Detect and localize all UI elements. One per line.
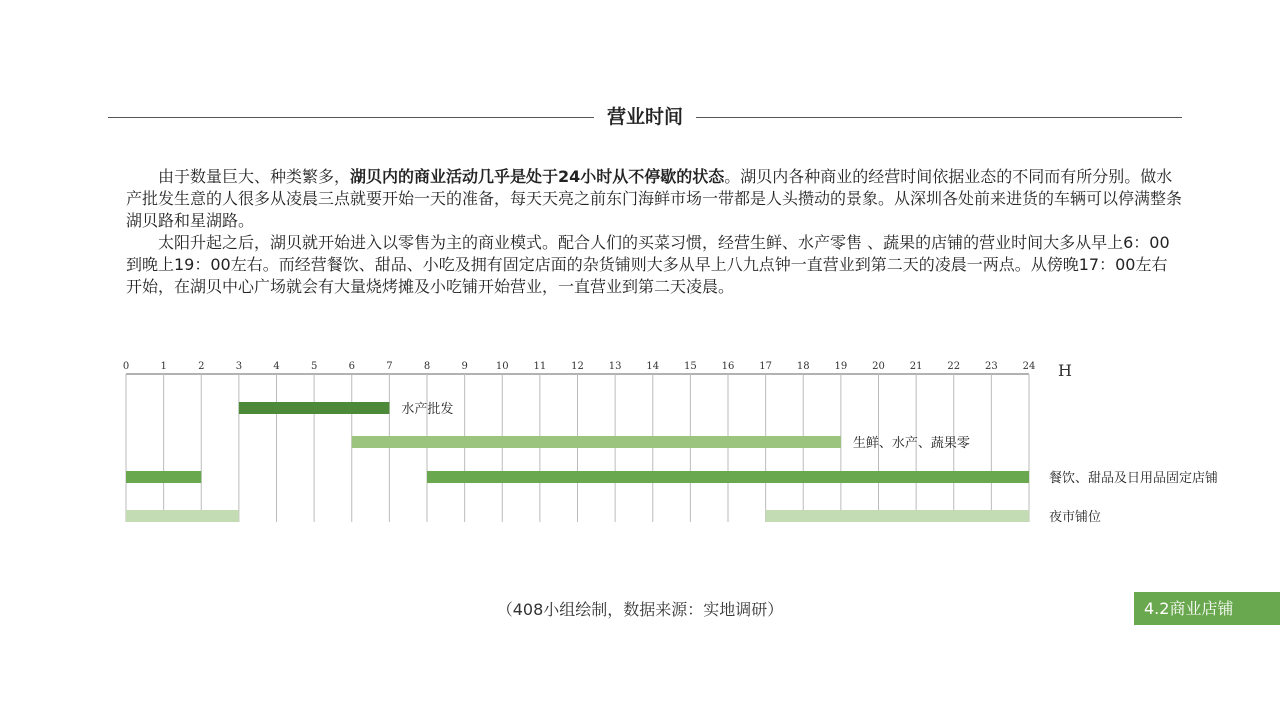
paragraph-1-start: 由于数量巨大、种类繁多， bbox=[158, 167, 351, 186]
title-divider-right bbox=[696, 117, 1182, 118]
x-tick-label-24: 24 bbox=[1022, 361, 1036, 372]
paragraph-2: 太阳升起之后，湖贝就开始进入以零售为主的商业模式。配合人们的买菜习惯，经营生鲜、水产零售 、蔬果的店铺的营业时间大多从早上6：00到晚上19：00左右。而经营餐饮、甜品、小吃及拥有固定店面的杂货铺则大多从早上八九点钟一直营业到第二天的凌晨一两点。从傍晚17：00左右开始，在湖贝中心广场就会有大量烧烤摊及小吃铺开始营业，一直营业到第二天凌晨。 bbox=[126, 233, 1170, 296]
bar-3-segment-0 bbox=[126, 510, 239, 522]
x-tick-label-7: 7 bbox=[386, 361, 393, 372]
chart-caption: （408小组绘制，数据来源：实地调研） bbox=[496, 600, 784, 619]
x-tick-label-21: 21 bbox=[909, 361, 923, 372]
bar-2-segment-0 bbox=[126, 471, 201, 483]
x-tick-label-8: 8 bbox=[423, 361, 431, 372]
x-tick-label-10: 10 bbox=[495, 361, 509, 372]
series-label-1: 生鲜、水产、蔬果零 bbox=[852, 436, 970, 451]
x-tick-label-17: 17 bbox=[759, 361, 772, 372]
bar-3-segment-1 bbox=[766, 510, 1029, 522]
series-label-2: 餐饮、甜品及日用品固定店铺 bbox=[1049, 471, 1219, 486]
body-text bbox=[126, 166, 1182, 298]
x-tick-label-15: 15 bbox=[684, 361, 697, 372]
x-tick-label-19: 19 bbox=[834, 361, 848, 372]
paragraph-1-rest: 。湖贝内各种商业的经营时间依据业态的不同而有所分别。做水产批发生意的人很多从凌晨三点就要开始一天的准备，每天天亮之前东门海鲜市场一带都是人头攒动的景象。从深圳各处前来进货的车辆可以停满整条湖贝路和星湖路。 bbox=[126, 167, 1183, 230]
x-tick-label-3: 3 bbox=[235, 361, 243, 372]
x-tick-label-11: 11 bbox=[533, 361, 547, 372]
bar-2-segment-1 bbox=[427, 471, 1029, 483]
x-axis-unit: H bbox=[1058, 361, 1072, 380]
x-tick-label-14: 14 bbox=[646, 361, 660, 372]
paragraph-1 bbox=[126, 166, 1182, 232]
x-tick-label-6: 6 bbox=[348, 361, 355, 372]
x-tick-label-9: 9 bbox=[461, 361, 468, 372]
bar-1-segment-0 bbox=[352, 436, 841, 448]
x-tick-label-5: 5 bbox=[310, 361, 318, 372]
page-title: 营业时间 bbox=[606, 106, 683, 128]
series-label-3: 夜市铺位 bbox=[1049, 510, 1102, 525]
section-tag: 4.2商业店铺 bbox=[1134, 592, 1280, 625]
business-hours-chart bbox=[0, 350, 1280, 550]
x-tick-label-22: 22 bbox=[947, 361, 961, 372]
x-tick-label-20: 20 bbox=[872, 361, 885, 372]
title-divider-left bbox=[108, 117, 594, 118]
x-tick-label-4: 4 bbox=[273, 361, 280, 372]
x-tick-label-18: 18 bbox=[796, 361, 810, 372]
x-tick-label-23: 23 bbox=[985, 361, 998, 372]
x-tick-label-0: 0 bbox=[122, 361, 130, 372]
x-tick-label-16: 16 bbox=[721, 361, 735, 372]
paragraph-1-highlight: 湖贝内的商业活动几乎是处于24小时从不停歇的状态 bbox=[350, 167, 725, 186]
x-tick-label-2: 2 bbox=[198, 361, 205, 372]
x-tick-label-1: 1 bbox=[160, 361, 167, 372]
x-tick-label-12: 12 bbox=[571, 361, 584, 372]
title-row bbox=[108, 103, 1182, 131]
x-tick-label-13: 13 bbox=[608, 361, 622, 372]
bar-0-segment-0 bbox=[239, 402, 390, 414]
series-label-0: 水产批发 bbox=[401, 402, 454, 417]
